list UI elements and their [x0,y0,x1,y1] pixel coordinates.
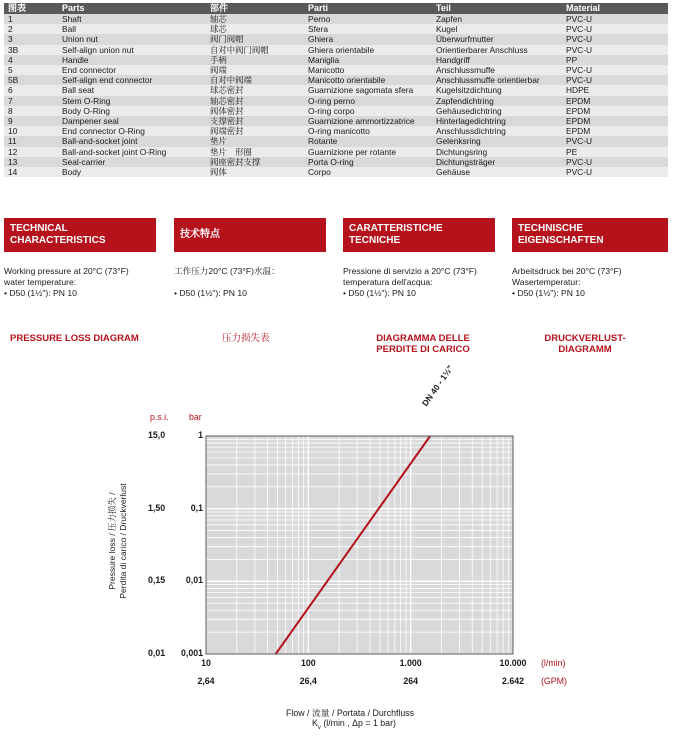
table-cell: Ball seat [58,85,206,95]
diagram-title-en [10,333,139,344]
tech-title-line: EIGENSCHAFTEN [518,235,604,246]
tech-title-line: TECHNICAL [10,223,68,234]
tech-header-it [343,218,495,252]
table-cell: EPDM [562,106,668,116]
header-teil: Teil [432,3,562,14]
table-cell: Shaft [58,14,206,24]
x-tick-lmin: 10.000 [499,658,527,668]
table-cell: Anschlussmuffe [432,65,562,75]
tech-line: • D50 (1½"): PN 10 [4,288,77,298]
y-tick-bar: 0,1 [190,502,203,513]
table-cell: Ball [58,24,206,34]
table-row [4,34,668,44]
kv-sub: v [317,724,321,731]
x-unit-secondary: (GPM) [541,676,567,686]
header-parti: Parti [304,3,432,14]
table-cell: Dichtungsring [432,147,562,157]
table-cell: Guarnizione sagomata sfera [304,85,432,95]
y-tick-bar: 0,01 [185,575,203,586]
table-cell: EPDM [562,96,668,106]
table-cell: 自对中阀门阀帽 [206,45,304,55]
table-cell: Corpo [304,167,432,177]
table-cell: HDPE [562,85,668,95]
table-cell: PE [562,147,668,157]
tech-text-it [343,266,477,299]
y-tick-psi: 15,0 [148,430,166,440]
x-tick-gpm: 2.642 [501,676,524,686]
table-cell: End connector [58,65,206,75]
tech-title-line: 技术特点 [180,229,220,240]
tech-line: water temperature: [4,277,77,287]
table-cell: Stem O-Ring [58,96,206,106]
diagram-title-line: PERDITE DI CARICO [376,344,470,355]
table-cell: 9 [4,116,58,126]
table-cell: 4 [4,55,58,65]
table-cell: PVC-U [562,75,668,85]
plot-frame [206,436,513,654]
table-cell: PVC-U [562,34,668,44]
table-cell: Gehäuse [432,167,562,177]
y-axis-title-line: Pressure loss / 压力损失 / [107,492,117,590]
header-parts-cn: 部件 [206,3,304,14]
tech-header-en [4,218,156,252]
tech-text-cn [174,266,280,299]
diagram-title-line: 压力损失表 [222,333,270,344]
tech-line: • D50 (1½"): PN 10 [512,288,585,298]
table-cell: 14 [4,167,58,177]
kv-post: (l/min , Δp = 1 bar) [320,718,396,728]
header-material: Material [562,3,668,14]
x-tick-lmin: 100 [300,658,316,668]
table-row [4,167,668,177]
tech-line [174,277,280,288]
diagram-title-line: DIAGRAMM [558,344,612,355]
tech-line: Pressione di servizio a 20°C (73°F) [343,266,477,276]
tech-line: • D50 (1½"): PN 10 [343,288,416,298]
tech-line: Working pressure at 20°C (73°F) [4,266,129,276]
x-tick-lmin: 1.000 [399,658,422,668]
kv-k: K [312,718,318,728]
table-row [4,126,668,136]
x-axis-kv [312,718,396,731]
table-cell: 3B [4,45,58,55]
tech-title-line: TECHNISCHE [518,223,584,234]
y-axis-title [107,481,129,601]
diagram-title-line: PRESSURE LOSS DIAGRAM [10,333,139,344]
table-cell: PVC-U [562,157,668,167]
table-row [4,147,668,157]
x-unit-primary: (l/min) [541,658,566,668]
table-cell: Porta O-ring [304,157,432,167]
table-cell: PVC-U [562,45,668,55]
table-cell: Ghiera [304,34,432,44]
table-cell: Zapfen [432,14,562,24]
table-cell: Manicotto orientabile [304,75,432,85]
tech-line: • D50 (1½"): PN 10 [174,288,247,298]
y-tick-psi: 1,50 [148,502,166,513]
table-cell: PVC-U [562,65,668,75]
tech-line: Arbeitsdruck bei 20°C (73°F) [512,266,622,276]
tech-title-line: TECNICHE [349,235,401,246]
table-cell: Gehäusedichtring [432,106,562,116]
parts-table-body [4,14,668,177]
y-tick-bar: 0,001 [180,648,203,658]
table-cell: 垫片 形圈 [206,147,304,157]
table-cell: O-ring perno [304,96,432,106]
x-axis-title: Flow / 流量 / Portata / Durchfluss [286,708,415,718]
table-cell: 阀体 [206,167,304,177]
table-cell: 阀门阀帽 [206,34,304,44]
table-cell: 支撑密封 [206,116,304,126]
table-cell: Orientierbarer Anschluss [432,45,562,55]
y-unit-bar: bar [189,412,202,422]
x-tick-lmin: 10 [201,658,211,668]
table-cell: Kugelsitzdichtung [432,85,562,95]
table-cell: EPDM [562,126,668,136]
table-cell: Rotante [304,136,432,146]
table-cell: PVC-U [562,24,668,34]
table-cell: Ball-and-socket joint [58,136,206,146]
diagram-title-de [540,333,630,355]
table-cell: Sfera [304,24,432,34]
y-tick-psi: 0,01 [148,648,166,658]
tech-title-line: CARATTERISTICHE [349,223,443,234]
table-cell: 7 [4,96,58,106]
table-cell: 手柄 [206,55,304,65]
table-row [4,136,668,146]
table-cell: Ghiera orientabile [304,45,432,55]
table-cell: Self-align union nut [58,45,206,55]
table-cell: 10 [4,126,58,136]
table-cell: Body O-Ring [58,106,206,116]
tech-title-line: CHARACTERISTICS [10,235,106,246]
table-cell: 5 [4,65,58,75]
x-tick-gpm: 26,4 [299,676,317,686]
table-cell: Guarnizione ammortizzatrice [304,116,432,126]
table-cell: 球芯 [206,24,304,34]
table-cell: PVC-U [562,14,668,24]
table-cell: 2 [4,24,58,34]
tech-header-cn [174,218,326,252]
table-row [4,45,668,55]
y-axis-title-line: Perdita di carico / Druckverlust [118,483,128,599]
tech-header-de [512,218,668,252]
y-tick-psi: 0,15 [148,575,166,586]
x-tick-gpm: 264 [403,676,418,686]
table-cell: 阀端 [206,65,304,75]
grid [206,436,513,654]
table-cell: Überwurfmutter [432,34,562,44]
table-cell: Dampener seal [58,116,206,126]
table-cell: Zapfendichtring [432,96,562,106]
table-cell: 5B [4,75,58,85]
table-row [4,65,668,75]
table-cell: 6 [4,85,58,95]
tech-line: 工作压力20°C (73°F)水温： [174,266,280,276]
table-cell: Perno [304,14,432,24]
table-cell: O-ring corpo [304,106,432,116]
table-cell: Hinterlagedichtring [432,116,562,126]
table-cell: Dichtungsträger [432,157,562,167]
table-row [4,24,668,34]
series-line [276,436,430,654]
y-unit-psi: p.s.i. [150,412,169,422]
table-row [4,55,668,65]
diagram-title-line: DRUCKVERLUST- [544,333,626,344]
table-cell: 自对中阀端 [206,75,304,85]
table-cell: Union nut [58,34,206,44]
table-cell: PP [562,55,668,65]
table-cell: 12 [4,147,58,157]
diagram-title-it [368,333,478,355]
table-cell: 3 [4,34,58,44]
tech-line: Wasertemperatur: [512,277,581,287]
table-cell: Seal-carrier [58,157,206,167]
table-row [4,106,668,116]
table-cell: 11 [4,136,58,146]
table-cell: Ball-and-socket joint O-Ring [58,147,206,157]
series-layer [276,436,430,654]
table-row [4,157,668,167]
parts-table [4,3,668,177]
tech-text-en [4,266,129,299]
table-cell: 轴芯 [206,14,304,24]
parts-table-header [4,3,668,14]
table-cell: 阀端密封 [206,126,304,136]
diagram-title-cn [222,333,270,344]
table-cell: 垫片 [206,136,304,146]
table-cell: Body [58,167,206,177]
series-label: DN 40 - 1½" [419,363,456,408]
table-cell: Kugel [432,24,562,34]
table-cell: 球芯密封 [206,85,304,95]
table-row [4,96,668,106]
table-cell: Manicotto [304,65,432,75]
table-row [4,14,668,24]
table-cell: Maniglia [304,55,432,65]
table-cell: 8 [4,106,58,116]
table-cell: End connector O-Ring [58,126,206,136]
table-cell: Handle [58,55,206,65]
table-cell: EPDM [562,116,668,126]
table-cell: 轴芯密封 [206,96,304,106]
table-cell: Anschlussdichtring [432,126,562,136]
header-index: 图表 [4,3,58,14]
table-cell: PVC-U [562,136,668,146]
table-cell: Anschlussmuffe orientierbar [432,75,562,85]
table-cell: O-ring manicotto [304,126,432,136]
diagram-title-line: DIAGRAMMA DELLE [376,333,470,344]
table-cell: 13 [4,157,58,167]
table-cell: Self-align end connector [58,75,206,85]
table-cell: Guarnizione per rotante [304,147,432,157]
y-tick-bar: 1 [198,430,203,440]
table-cell: 阀体密封 [206,106,304,116]
table-cell: Handgriff [432,55,562,65]
plot-area [206,436,513,654]
table-cell: 1 [4,14,58,24]
x-tick-gpm: 2,64 [197,676,215,686]
table-cell: PVC-U [562,167,668,177]
table-row [4,85,668,95]
tech-text-de [512,266,622,299]
table-cell: Gelenksring [432,136,562,146]
table-cell: 阀座密封支撑 [206,157,304,167]
tech-line: temperatura dell'acqua: [343,277,433,287]
table-row [4,116,668,126]
table-row [4,75,668,85]
header-parts: Parts [58,3,206,14]
